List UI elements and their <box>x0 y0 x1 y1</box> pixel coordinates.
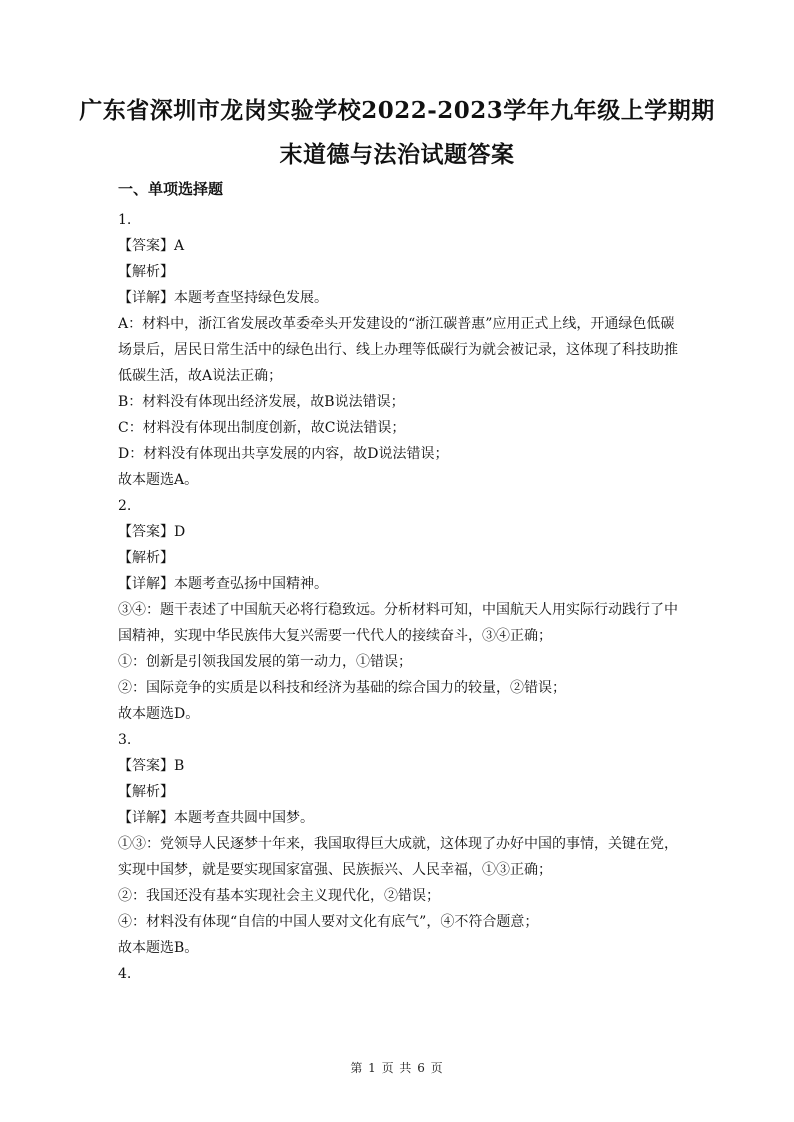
page-footer: 第 1 页 共 6 页 <box>350 1061 444 1075</box>
option-analysis-line: ②：我国还没有基本实现社会主义现代化，②错误； <box>118 888 440 904</box>
option-analysis-line: C：材料没有体现出制度创新，故C说法错误； <box>118 420 406 436</box>
option-analysis-line: A：材料中，浙江省发展改革委牵头开发建设的“浙江碳普惠”应用正式上线，开通绿色低碳 <box>118 316 675 332</box>
option-analysis-line: ①：创新是引领我国发展的第一动力，①错误； <box>118 654 412 670</box>
option-analysis-line: 国精神，实现中华民族伟大复兴需要一代代人的接续奋斗，③④正确； <box>118 628 552 644</box>
option-analysis-line: 低碳生活，故A说法正确； <box>118 368 283 384</box>
explanation-line: 【详解】本题考查共圆中国梦。 <box>118 810 314 826</box>
question-number: 1. <box>118 212 132 228</box>
analysis-label: 【解析】 <box>118 264 174 280</box>
document-title-line-1: 广东省深圳市龙岗实验学校2022-2023学年九年级上学期期 <box>79 97 715 124</box>
question-number: 2. <box>118 498 132 514</box>
conclusion-line: 故本题选B。 <box>118 940 199 956</box>
question-number: 3. <box>118 732 132 748</box>
explanation-line: 【详解】本题考查弘扬中国精神。 <box>118 576 328 592</box>
section-heading: 一、单项选择题 <box>118 180 224 198</box>
analysis-label: 【解析】 <box>118 784 174 800</box>
option-analysis-line: ②：国际竞争的实质是以科技和经济为基础的综合国力的较量，②错误； <box>118 680 566 696</box>
option-analysis-line: ①③：党领导人民逐梦十年来，我国取得巨大成就，这体现了办好中国的事情，关键在党， <box>118 836 678 852</box>
option-analysis-line: 实现中国梦，就是要实现国家富强、民族振兴、人民幸福，①③正确； <box>118 862 552 878</box>
option-analysis-line: ④：材料没有体现“自信的中国人要对文化有底气”，④不符合题意； <box>118 914 539 930</box>
analysis-label: 【解析】 <box>118 550 174 566</box>
conclusion-line: 故本题选D。 <box>118 706 200 722</box>
option-analysis-line: 场景后，居民日常生活中的绿色出行、线上办理等低碳行为就会被记录，这体现了科技助推 <box>118 342 678 358</box>
answer-line: 【答案】A <box>118 238 185 254</box>
question-number: 4. <box>118 966 132 982</box>
answer-line: 【答案】B <box>118 758 185 774</box>
option-analysis-line: ③④：题干表述了中国航天必将行稳致远。分析材料可知，中国航天人用实际行动践行了中 <box>118 602 678 618</box>
answer-content <box>118 207 678 987</box>
document-title-line-2: 末道德与法治试题答案 <box>279 141 515 168</box>
conclusion-line: 故本题选A。 <box>118 472 199 488</box>
answer-line: 【答案】D <box>118 524 186 540</box>
option-analysis-line: B：材料没有体现出经济发展，故B说法错误； <box>118 394 405 410</box>
explanation-line: 【详解】本题考查坚持绿色发展。 <box>118 290 328 306</box>
option-analysis-line: D：材料没有体现出共享发展的内容，故D说法错误； <box>118 446 449 462</box>
